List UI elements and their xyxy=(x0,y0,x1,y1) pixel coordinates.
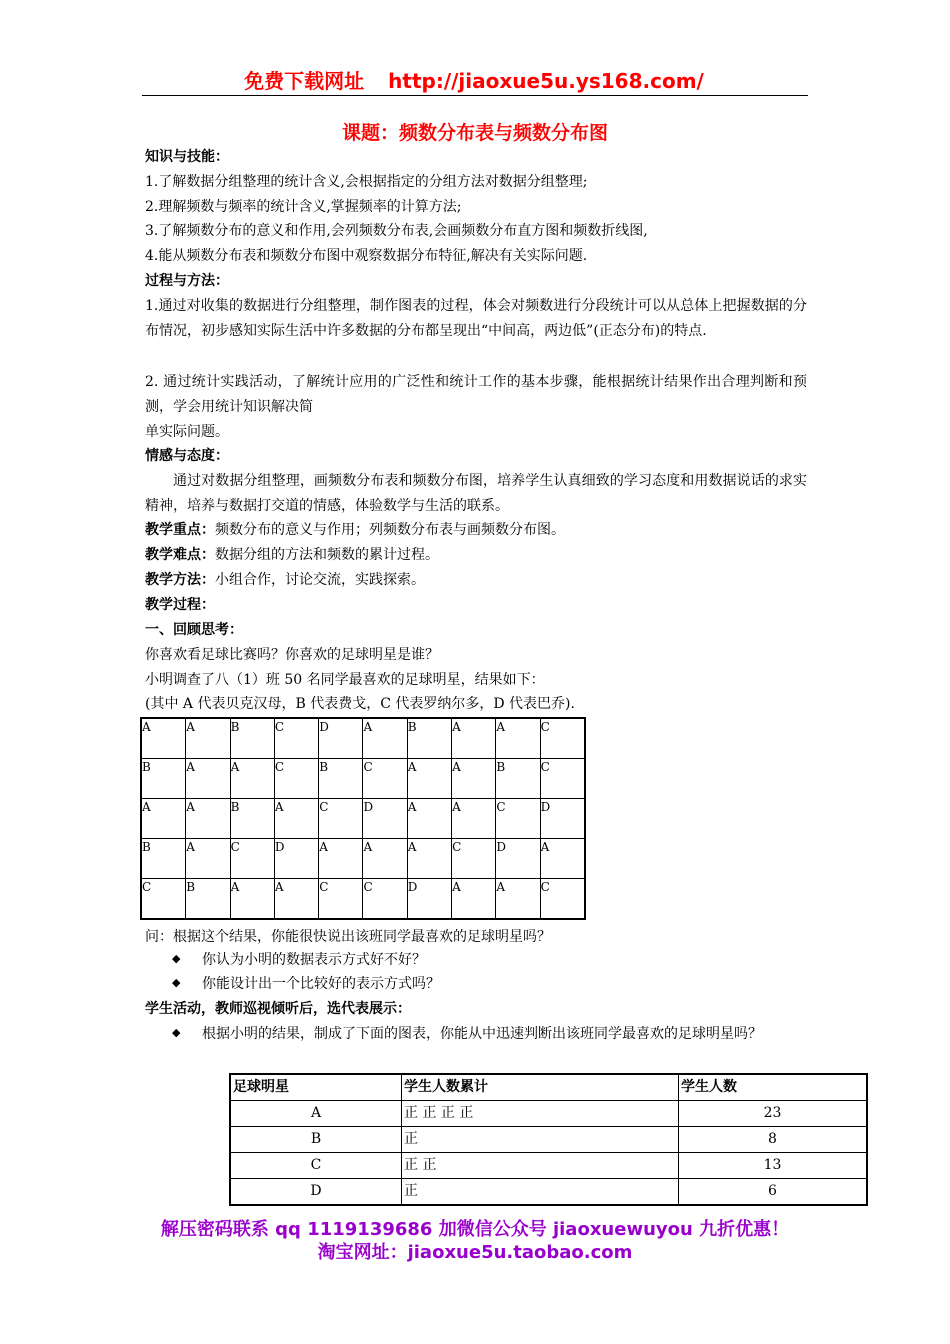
tally-cell: 正 正 xyxy=(402,1153,679,1179)
knowledge-heading: 知识与技能： xyxy=(145,149,229,165)
knowledge-item: 3.了解频数分布的意义和作用,会列频数分布表,会画频数分布直方图和频数折线图, xyxy=(145,223,648,239)
grid-cell: D xyxy=(363,799,407,839)
table-row xyxy=(141,799,585,839)
grid-cell: A xyxy=(186,799,230,839)
grid-cell: C xyxy=(230,839,274,879)
footer-shop-url[interactable]: 淘宝网址：jiaoxue5u.taobao.com xyxy=(317,1242,633,1263)
footer-contact: 解压密码联系 qq 1119139686 加微信公众号 jiaoxuewuyou 九折优惠！ xyxy=(160,1219,790,1240)
grid-cell: C xyxy=(274,759,318,799)
key-point xyxy=(145,520,807,541)
survey-grid xyxy=(140,717,586,920)
grid-cell: C xyxy=(452,839,496,879)
table-row xyxy=(141,759,585,799)
grid-cell: C xyxy=(274,718,318,759)
knowledge-item: 1.了解数据分组整理的统计含义,会根据指定的分组方法对数据分组整理; xyxy=(145,174,588,190)
grid-cell: A xyxy=(407,839,451,879)
method-text: 小组合作，讨论交流，实践探索。 xyxy=(215,572,425,588)
grid-cell: A xyxy=(186,839,230,879)
star-cell: B xyxy=(230,1127,402,1153)
grid-cell: C xyxy=(319,879,363,920)
knowledge-item: 2.理解频数与频率的统计含义,掌握频率的计算方法; xyxy=(145,199,462,215)
tally-cell: 正 正 正 正 xyxy=(402,1101,679,1127)
grid-cell: A xyxy=(141,718,186,759)
column-header-tally: 学生人数累计 xyxy=(402,1074,679,1101)
process-paragraph-2: 2. 通过统计实践活动，了解统计应用的广泛性和统计工作的基本步骤，能根据统计结果作出合理判断和预测，学会用统计知识解决简 xyxy=(145,374,807,415)
grid-cell: C xyxy=(496,799,540,839)
grid-cell: B xyxy=(141,839,186,879)
review-legend: (其中 A 代表贝克汉母，B 代表费戈，C 代表罗纳尔多，D 代表巴乔). xyxy=(145,696,575,712)
method xyxy=(145,570,807,591)
grid-cell: C xyxy=(319,799,363,839)
grid-cell: C xyxy=(540,759,585,799)
key-point-label: 教学重点： xyxy=(145,522,215,538)
question-ask: 问：根据这个结果，你能很快说出该班同学最喜欢的足球明星吗？ xyxy=(145,929,551,945)
review-question-1: 你喜欢看足球比赛吗？你喜欢的足球明星是谁？ xyxy=(145,647,439,663)
grid-cell: B xyxy=(230,718,274,759)
column-header-star: 足球明星 xyxy=(230,1074,402,1101)
process-heading: 过程与方法： xyxy=(145,273,229,289)
table-row xyxy=(141,879,585,920)
table-row xyxy=(141,718,585,759)
grid-cell: B xyxy=(496,759,540,799)
diamond-bullet-icon: ◆ xyxy=(172,976,181,989)
grid-cell: A xyxy=(274,799,318,839)
grid-cell: C xyxy=(540,718,585,759)
method-label: 教学方法： xyxy=(145,572,215,588)
grid-cell: B xyxy=(230,799,274,839)
grid-cell: A xyxy=(496,879,540,920)
question-bullet-2: 你能设计出一个比较好的表示方式吗？ xyxy=(202,976,440,992)
grid-cell: D xyxy=(274,839,318,879)
tally-cell: 正 xyxy=(402,1179,679,1206)
grid-cell: A xyxy=(452,799,496,839)
grid-cell: B xyxy=(407,718,451,759)
grid-cell: B xyxy=(141,759,186,799)
grid-cell: A xyxy=(407,759,451,799)
header-rule xyxy=(142,95,808,96)
table-row xyxy=(230,1179,867,1206)
header-url[interactable]: http://jiaoxue5u.ys168.com/ xyxy=(388,69,704,93)
grid-cell: A xyxy=(230,879,274,920)
grid-cell: D xyxy=(496,839,540,879)
table-row xyxy=(230,1153,867,1179)
grid-cell: A xyxy=(186,718,230,759)
grid-cell: A xyxy=(363,718,407,759)
grid-cell: D xyxy=(540,799,585,839)
grid-cell: C xyxy=(363,879,407,920)
question-bullet-1: 你认为小明的数据表示方式好不好？ xyxy=(202,952,426,968)
review-question-2: 小明调查了八（1）班 50 名同学最喜欢的足球明星，结果如下： xyxy=(145,672,545,688)
grid-cell: D xyxy=(319,718,363,759)
page-title: 课题：频数分布表与频数分布图 xyxy=(341,122,608,144)
review-heading: 一、回顾思考： xyxy=(145,622,243,638)
grid-cell: D xyxy=(407,879,451,920)
tally-cell: 正 xyxy=(402,1127,679,1153)
count-cell: 23 xyxy=(679,1101,868,1127)
star-cell: D xyxy=(230,1179,402,1206)
grid-cell: A xyxy=(319,839,363,879)
header xyxy=(140,66,808,96)
grid-cell: C xyxy=(363,759,407,799)
table-row xyxy=(141,839,585,879)
diamond-bullet-icon: ◆ xyxy=(172,1026,181,1039)
count-cell: 13 xyxy=(679,1153,868,1179)
difficulty-label: 教学难点： xyxy=(145,547,215,563)
key-point-text: 频数分布的意义与作用；列频数分布表与画频数分布图。 xyxy=(215,522,565,538)
star-cell: A xyxy=(230,1101,402,1127)
difficulty-text: 数据分组的方法和频数的累计过程。 xyxy=(215,547,439,563)
grid-cell: A xyxy=(496,718,540,759)
grid-cell: A xyxy=(363,839,407,879)
knowledge-item: 4.能从频数分布表和频数分布图中观察数据分布特征,解决有关实际问题. xyxy=(145,248,588,264)
activity-bullet: 根据小明的结果，制成了下面的图表，你能从中迅速判断出该班同学最喜欢的足球明星吗？ xyxy=(202,1026,762,1042)
grid-cell: A xyxy=(141,799,186,839)
grid-cell: B xyxy=(319,759,363,799)
activity-heading: 学生活动，教师巡视倾听后，选代表展示： xyxy=(145,1001,411,1017)
table-header-row xyxy=(230,1074,867,1101)
grid-cell: A xyxy=(230,759,274,799)
grid-cell: A xyxy=(452,759,496,799)
attitude-heading: 情感与态度： xyxy=(145,448,229,464)
grid-cell: A xyxy=(407,799,451,839)
grid-cell: A xyxy=(274,879,318,920)
grid-cell: A xyxy=(452,718,496,759)
column-header-count: 学生人数 xyxy=(679,1074,868,1101)
table-row xyxy=(230,1101,867,1127)
grid-cell: C xyxy=(540,879,585,920)
header-label: 免费下载网址 xyxy=(244,69,365,93)
count-cell: 6 xyxy=(679,1179,868,1206)
table-row xyxy=(230,1127,867,1153)
grid-cell: A xyxy=(452,879,496,920)
grid-cell: C xyxy=(141,879,186,920)
diamond-bullet-icon: ◆ xyxy=(172,952,181,965)
process-paragraph-3: 单实际问题。 xyxy=(145,424,229,440)
star-cell: C xyxy=(230,1153,402,1179)
grid-cell: A xyxy=(186,759,230,799)
difficulty xyxy=(145,545,807,566)
frequency-table xyxy=(229,1073,868,1206)
grid-cell: B xyxy=(186,879,230,920)
grid-cell: A xyxy=(540,839,585,879)
procedure-heading: 教学过程： xyxy=(145,597,215,613)
attitude-text: 通过对数据分组整理，画频数分布表和频数分布图，培养学生认真细致的学习态度和用数据说话的求实精神，培养与数据打交道的情感，体验数学与生活的联系。 xyxy=(145,473,807,514)
count-cell: 8 xyxy=(679,1127,868,1153)
process-paragraph-1: 1.通过对收集的数据进行分组整理，制作图表的过程，体会对频数进行分段统计可以从总体上把握数据的分布情况，初步感知实际生活中许多数据的分布都呈现出“中间高，两边低”(正态分布)的特点. xyxy=(145,298,807,339)
